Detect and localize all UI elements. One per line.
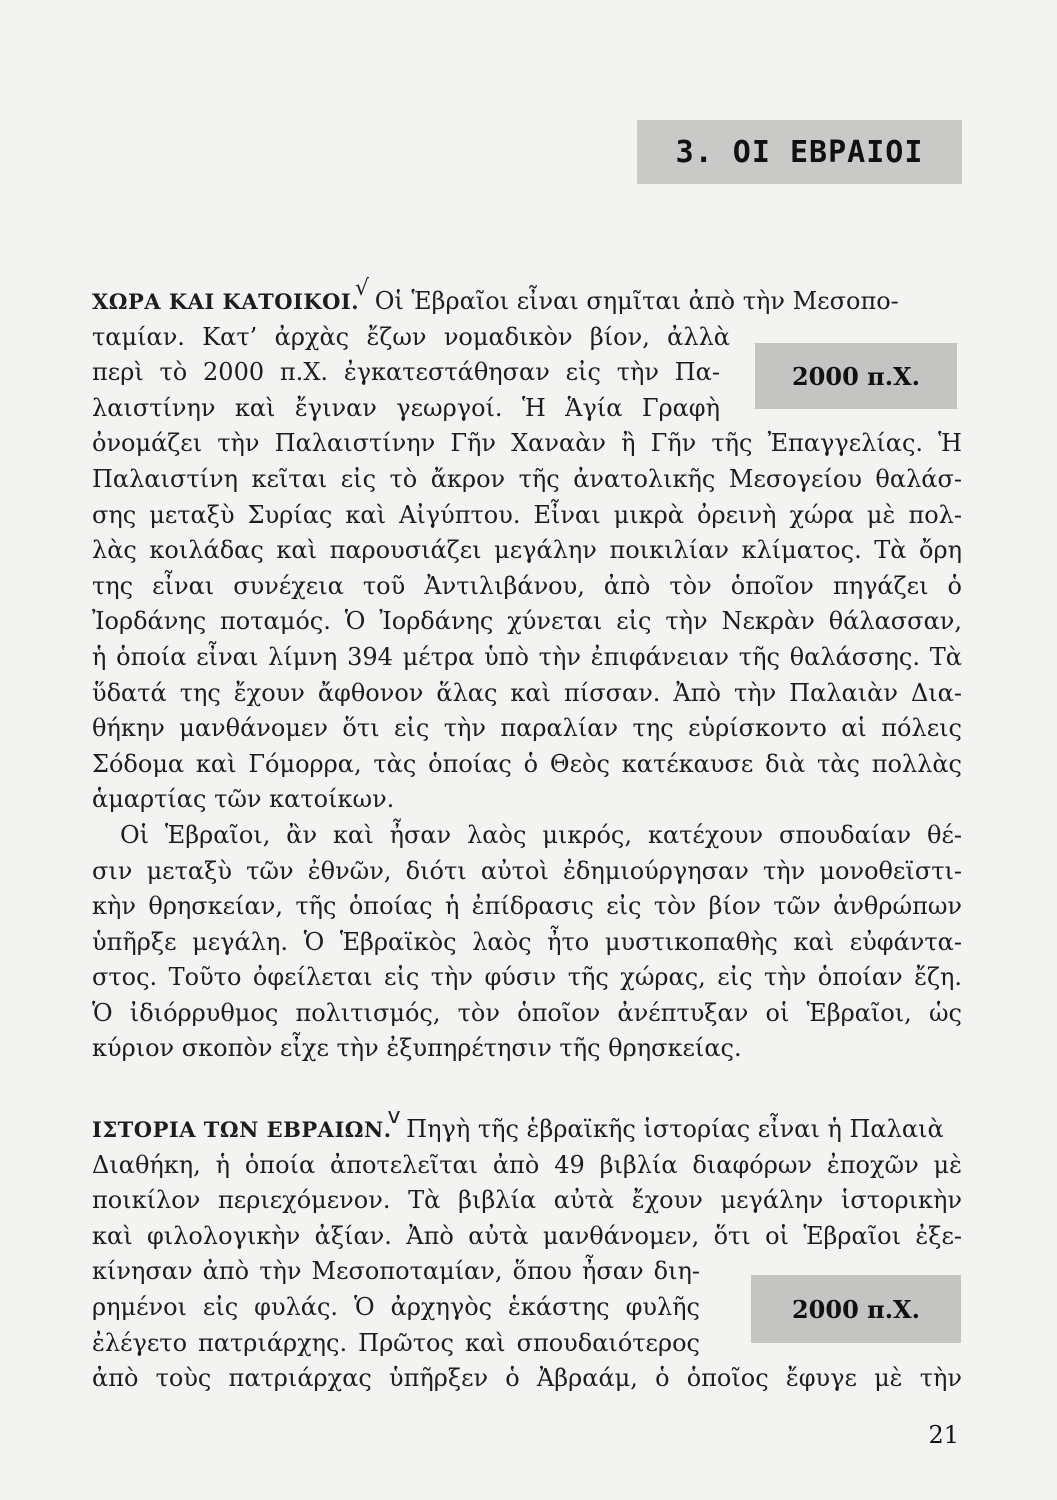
text-line: ἁμαρτίας τῶν κατοίκων. — [92, 785, 395, 814]
chapter-title: 3. ΟΙ ΕΒΡΑΙΟΙ — [675, 134, 924, 170]
text-line: ταμίαν. Κατ’ ἀρχὰς ἔζων νομαδικὸν βίον, ἀλλὰ — [92, 322, 730, 351]
text-line: Ἰορδάνης ποταμός. Ὁ Ἰορδάνης χύνεται εἰς τὴν Νεκρὰν θάλασσαν, — [92, 607, 962, 636]
text-line: κύριον σκοπὸν εἶχε τὴν ἐξυπηρέτησιν τῆς θρησκείας. — [92, 1034, 742, 1063]
text-line: στος. Τοῦτο ὀφείλεται εἰς τὴν φύσιν τῆς χώρας, εἰς τὴν ὁποίαν ἔζη. — [92, 963, 962, 992]
text-line: ἡ ὁποία εἶναι λίμνη 394 μέτρα ὑπὸ τὴν ἐπιφάνειαν τῆς θαλάσσης. Τὰ — [92, 642, 962, 671]
text-line: κίνησαν ἀπὸ τὴν Μεσοποταμίαν, ὅπου ἦσαν διη- — [92, 1257, 700, 1286]
text-line-content: Πηγὴ τῆς ἑβραϊκῆς ἱστορίας εἶναι ἡ Παλαιὰ — [406, 1115, 944, 1143]
text-line: Οἱ Ἑβραῖοι, ἂν καὶ ἦσαν λαὸς μικρός, κατέχουν σπουδαίαν θέ- — [120, 820, 962, 849]
section-heading-2: ΙΣΤΟΡΙΑ ΤΩΝ ΕΒΡΑΙΩΝ. — [92, 1117, 392, 1142]
text-line: ἀπὸ τοὺς πατριάρχας ὑπῆρξεν ὁ Ἀβραάμ, ὁ ὁποῖος ἔφυγε μὲ τὴν — [92, 1364, 962, 1393]
date-label-1: 2000 π.Χ. — [791, 361, 921, 391]
text-line: Σόδομα καὶ Γόμορρα, τὰς ὁποίας ὁ Θεὸς κατέκαυσε διὰ τὰς πολλὰς — [92, 749, 962, 778]
page-number: 21 — [928, 1421, 959, 1449]
text-line: ὑπῆρξε μεγάλη. Ὁ Ἑβραϊκὸς λαὸς ἦτο μυστικοπαθὴς καὶ εὐφάντα- — [92, 927, 962, 956]
text-line: σης μεταξὺ Συρίας καὶ Αἰγύπτου. Εἶναι μικρὰ ὀρεινὴ χώρα μὲ πολ- — [92, 500, 962, 529]
section-istoria-ton-evraion — [92, 1104, 962, 1397]
date-label-2: 2000 π.Χ. — [791, 1294, 921, 1324]
text-line: της εἶναι συνέχεια τοῦ Ἀντιλιβάνου, ἀπὸ τὸν ὁποῖον πηγάζει ὁ — [92, 571, 962, 600]
text-line: περὶ τὸ 2000 π.Χ. ἐγκατεστάθησαν εἰς τὴν Πα- — [92, 358, 720, 387]
check-mark-icon: √ — [355, 276, 370, 301]
text-line: Διαθήκη, ἡ ὁποία ἀποτελεῖται ἀπὸ 49 βιβλία διαφόρων ἐποχῶν μὲ — [92, 1150, 962, 1179]
text-line: ἐλέγετο πατριάρχης. Πρῶτος καὶ σπουδαιότερος — [92, 1328, 700, 1357]
text-line: λαιστίνην καὶ ἔγιναν γεωργοί. Ἡ Ἁγία Γραφὴ — [92, 393, 720, 422]
text-line: ὕδατά της ἔχουν ἄφθονον ἅλας καὶ πίσσαν. Ἀπὸ τὴν Παλαιὰν Δια- — [92, 678, 962, 707]
text-line-content: Οἱ Ἑβραῖοι εἶναι σημῖται ἀπὸ τὴν Μεσοπο- — [374, 287, 899, 315]
text-line — [92, 276, 962, 320]
text-line — [92, 1104, 962, 1148]
text-line: ὀνομάζει τὴν Παλαιστίνην Γῆν Χαναὰν ἢ Γῆν τῆς Ἐπαγγελίας. Ἡ — [92, 429, 962, 458]
text-line: Παλαιστίνη κεῖται εἰς τὸ ἄκρον τῆς ἀνατολικῆς Μεσογείου θαλάσ- — [92, 464, 962, 493]
text-line: κὴν θρησκείαν, τῆς ὁποίας ἡ ἐπίδρασις εἰς τὸν βίον τῶν ἀνθρώπων — [92, 892, 962, 921]
text-line: καὶ φιλολογικὴν ἀξίαν. Ἀπὸ αὐτὰ μανθάνομεν, ὅτι οἱ Ἑβραῖοι ἐξε- — [92, 1221, 962, 1250]
text-line: ποικίλον περιεχόμενον. Τὰ βιβλία αὐτὰ ἔχουν μεγάλην ἱστορικὴν — [92, 1186, 962, 1215]
text-line: Ὁ ἰδιόρρυθμος πολιτισμός, τὸν ὁποῖον ἀνέπτυξαν οἱ Ἑβραῖοι, ὡς — [92, 998, 962, 1027]
section-chora-kai-katoikoi — [92, 276, 962, 1067]
chapter-title-box — [637, 120, 962, 184]
section-heading-1: ΧΩΡΑ ΚΑΙ ΚΑΤΟΙΚΟΙ. — [92, 289, 360, 314]
text-line: ρημένοι εἰς φυλάς. Ὁ ἀρχηγὸς ἑκάστης φυλῆς — [92, 1292, 700, 1321]
text-line: σιν μεταξὺ τῶν ἐθνῶν, διότι αὐτοὶ ἐδημιούργησαν τὴν μονοθεϊστι- — [92, 856, 962, 885]
text-line: λὰς κοιλάδας καὶ παρουσιάζει μεγάλην ποικιλίαν κλίματος. Τὰ ὄρη — [92, 536, 962, 565]
check-mark-icon: v — [387, 1104, 401, 1129]
text-line: θήκην μανθάνομεν ὅτι εἰς τὴν παραλίαν της εὑρίσκοντο αἱ πόλεις — [92, 714, 962, 743]
